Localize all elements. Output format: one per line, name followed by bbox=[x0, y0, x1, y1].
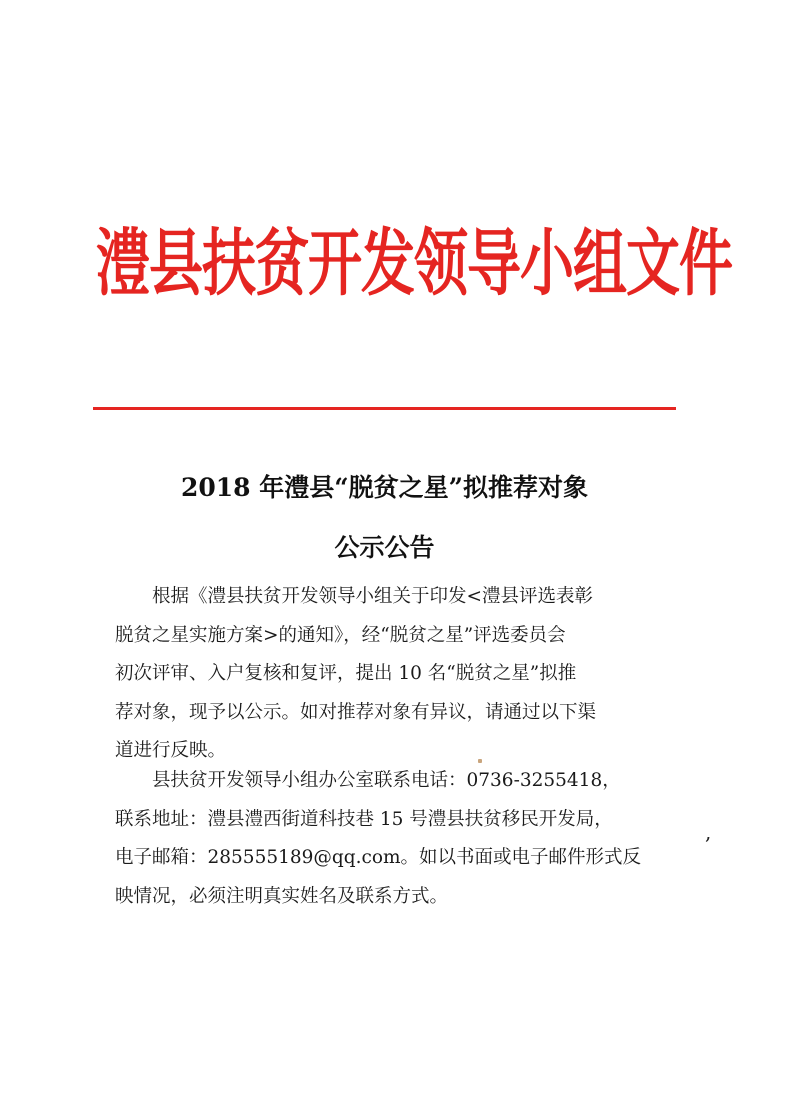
notice-title-line-2: 公示公告 bbox=[334, 533, 435, 562]
body-paragraph-1 bbox=[115, 578, 675, 771]
paragraph-line: 根据《澧县扶贫开发领导小组关于印发<澧县评选表彰 bbox=[152, 586, 594, 607]
paragraph-line: 联系地址：澧县澧西街道科技巷 15 号澧县扶贫移民开发局， bbox=[115, 808, 613, 830]
margin-mark: , bbox=[705, 820, 712, 844]
paragraph-line: 脱贫之星实施方案>的通知》，经“脱贫之星”评选委员会 bbox=[115, 624, 566, 646]
paragraph-line: 道进行反映。 bbox=[115, 740, 227, 761]
paragraph-line: 电子邮箱：285555189@qq.com。如以书面或电子邮件形式反 bbox=[115, 847, 642, 868]
paragraph-line: 荐对象，现予以公示。如对推荐对象有异议，请通过以下渠 bbox=[115, 701, 597, 723]
paragraph-line: 映情况，必须注明真实姓名及联系方式。 bbox=[115, 885, 449, 907]
red-divider-line bbox=[93, 407, 676, 410]
notice-title-line-1: 2018 年澧县“脱贫之星”拟推荐对象 bbox=[180, 473, 589, 502]
paragraph-line: 初次评审、入户复核和复评，提出 10 名“脱贫之星”拟推 bbox=[115, 663, 577, 684]
paragraph-line: 县扶贫开发领导小组办公室联系电话：0736-3255418， bbox=[152, 770, 621, 791]
scan-speck bbox=[478, 759, 482, 763]
masthead-title: 澧县扶贫开发领导小组文件 bbox=[96, 219, 732, 307]
body-paragraph-2 bbox=[115, 762, 675, 916]
